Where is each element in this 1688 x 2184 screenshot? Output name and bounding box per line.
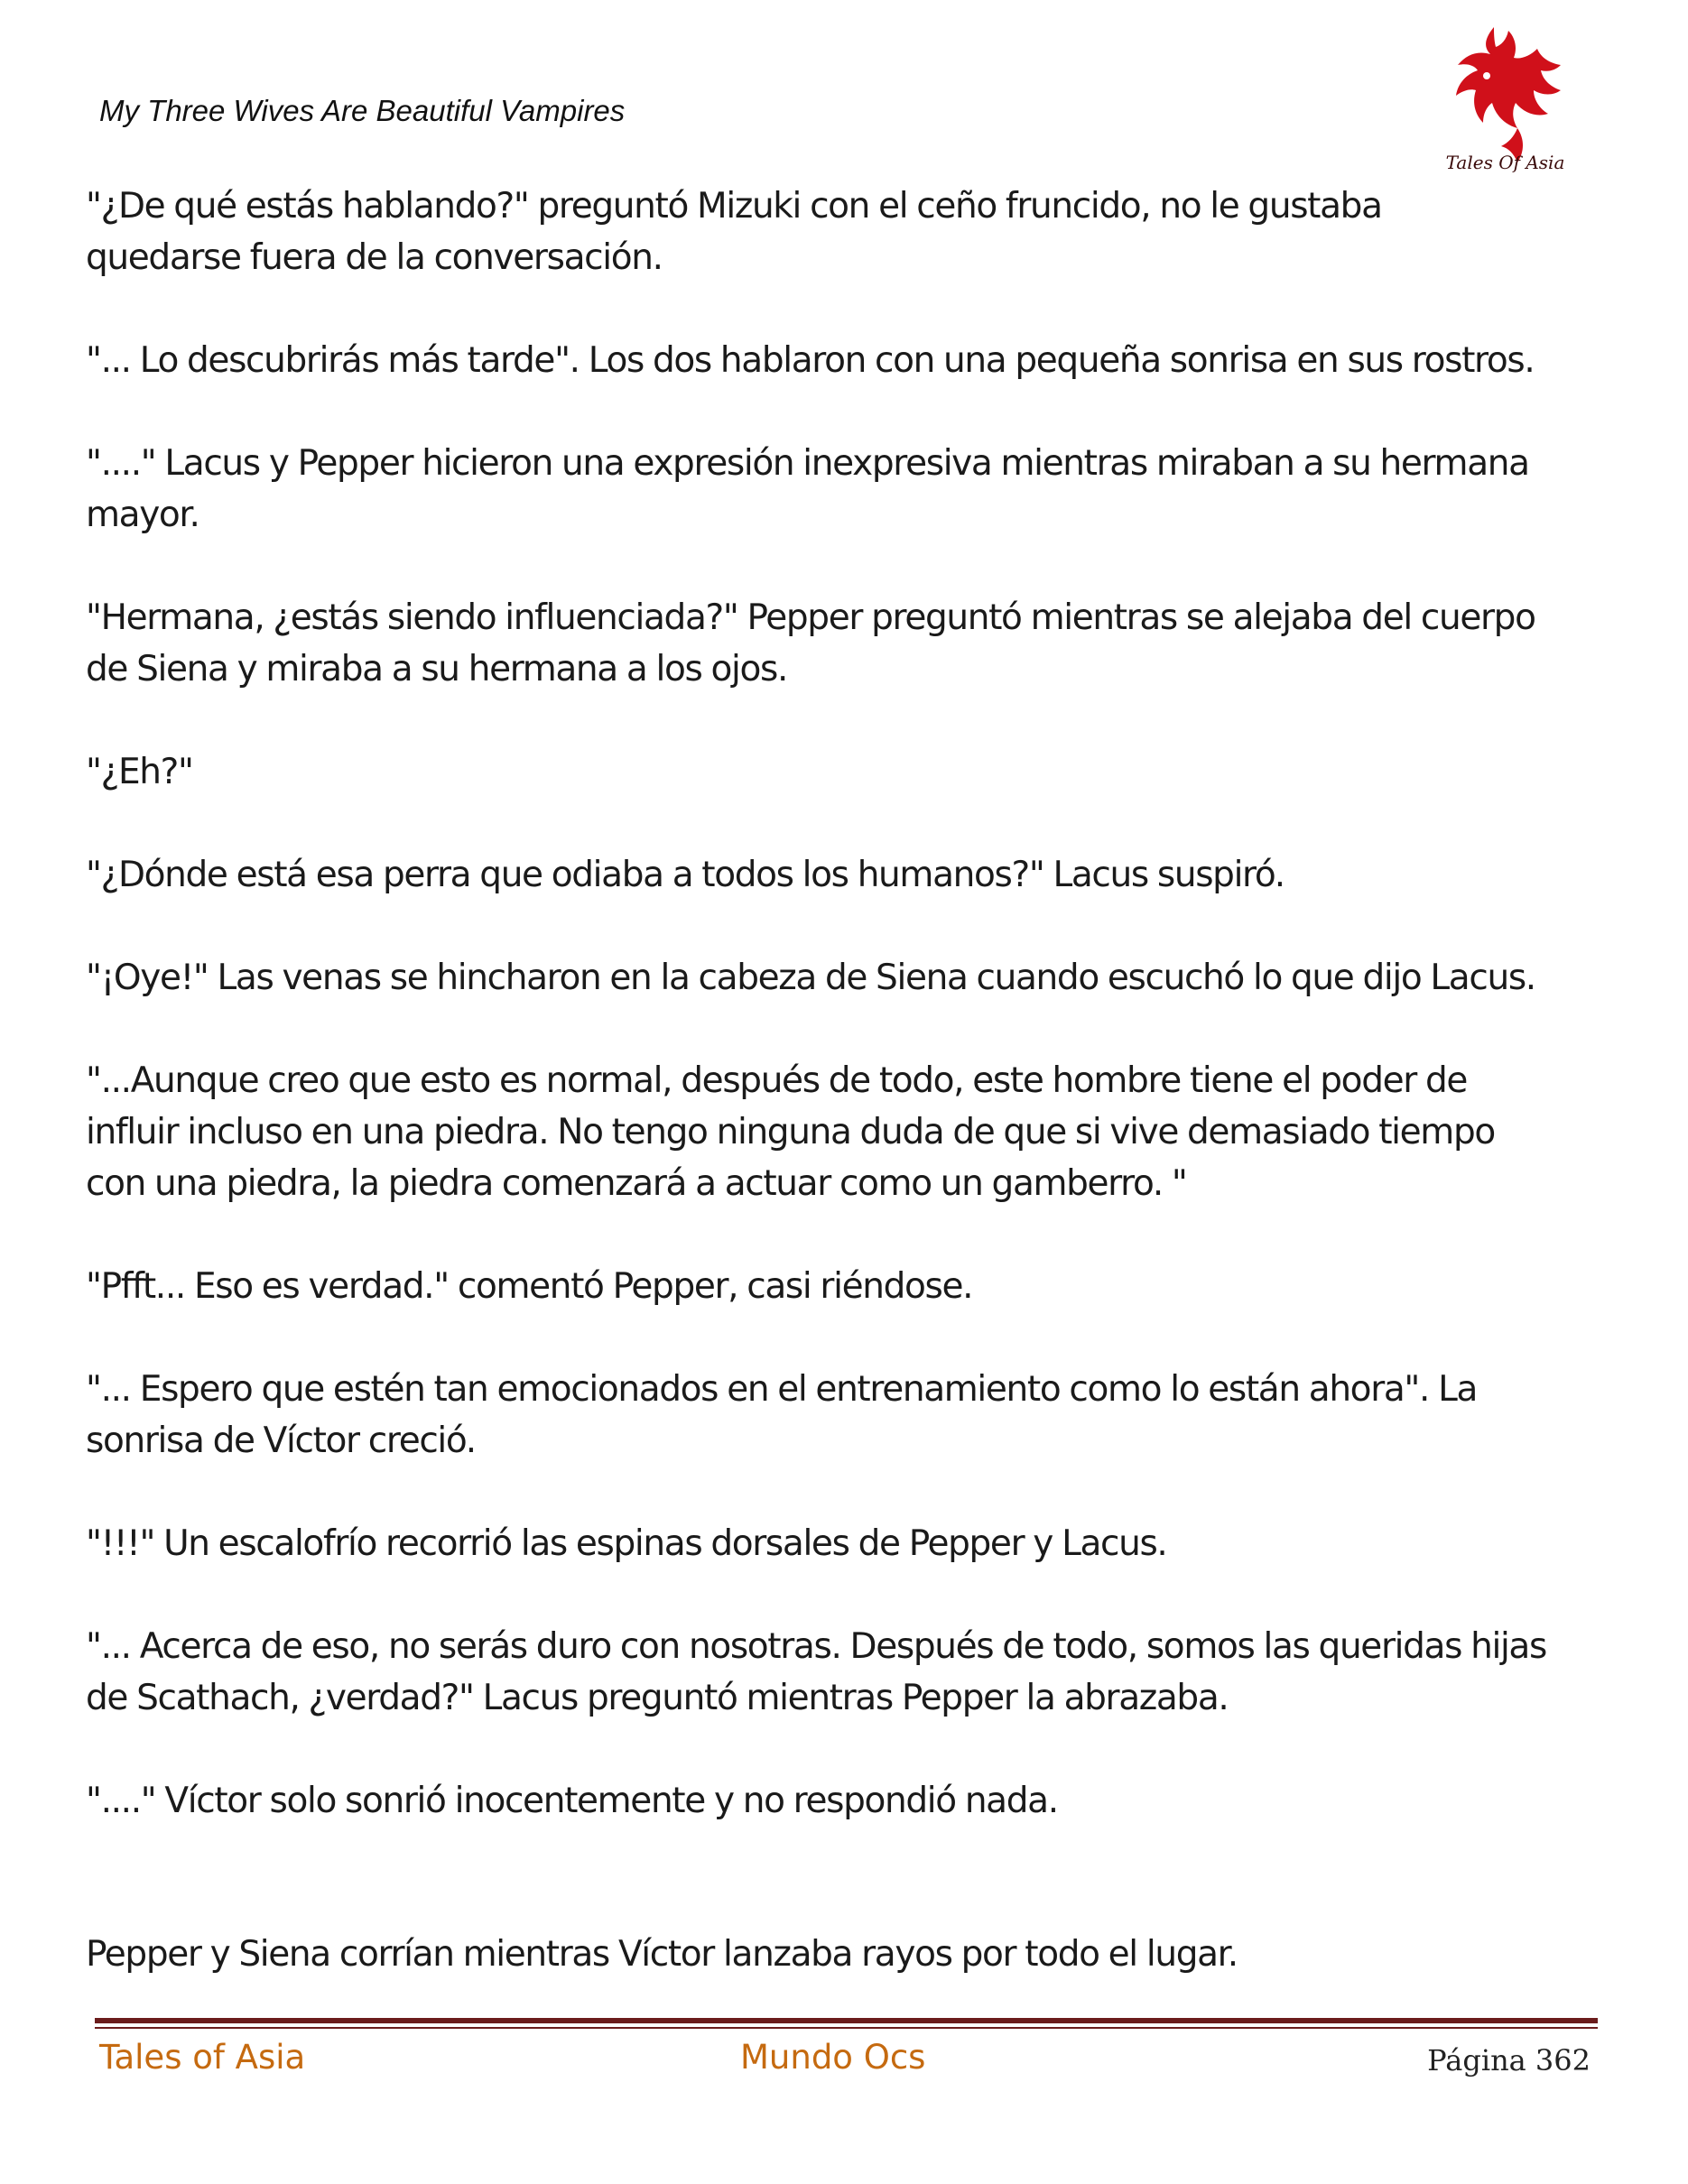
paragraph: "¿Dónde está esa perra que odiaba a todos los humanos?" Lacus suspiró. — [86, 855, 1285, 895]
footer-section-name: Mundo Ocs — [740, 2038, 926, 2077]
paragraph: "...." Víctor solo sonrió inocentemente y no respondió nada. — [86, 1781, 1058, 1821]
paragraph: "!!!" Un escalofrío recorrió las espinas dorsales de Pepper y Lacus. — [86, 1523, 1167, 1564]
page-number: Página 362 — [1427, 2043, 1591, 2078]
paragraph: "Pfft... Eso es verdad." comentó Pepper, casi riéndose. — [86, 1266, 973, 1307]
paragraph: "... Espero que estén tan emocionados en el entrenamiento como lo están ahora". La sonrisa de Víctor creció. — [86, 1369, 1478, 1461]
paragraph: "¿De qué estás hablando?" preguntó Mizuki con el ceño fruncido, no le gustaba quedarse fuera de la conversación. — [86, 186, 1382, 278]
page-body — [86, 180, 1620, 2031]
footer-divider-thin — [95, 2027, 1598, 2029]
running-header-title: My Three Wives Are Beautiful Vampires — [99, 94, 626, 127]
footer-divider-thick — [95, 2018, 1598, 2023]
paragraph: "¡Oye!" Las venas se hincharon en la cabeza de Siena cuando escuchó lo que dijo Lacus. — [86, 958, 1535, 998]
paragraph: "... Acerca de eso, no serás duro con nosotras. Después de todo, somos las queridas hijas de Scathach, ¿verdad?" Lacus preguntó mientras Pepper la abrazaba. — [86, 1626, 1546, 1718]
paragraph: "Hermana, ¿estás siendo influenciada?" Pepper preguntó mientras se alejaba del cuerpo de Siena y miraba a su hermana a los ojos. — [86, 597, 1535, 689]
paragraph: "...." Lacus y Pepper hicieron una expresión inexpresiva mientras miraban a su hermana mayor. — [86, 443, 1529, 535]
paragraph: "¿Eh?" — [86, 752, 193, 792]
paragraph: "... Lo descubrirás más tarde". Los dos hablaron con una pequeña sonrisa en sus rostros. — [86, 340, 1535, 381]
paragraph: "...Aunque creo que esto es normal, después de todo, este hombre tiene el poder de influir incluso en una piedra. No tengo ninguna duda de que si vive demasiado tiempo con una piedra, la piedra comenzará a actuar como un gamberro. " — [86, 1060, 1495, 1204]
footer-site-name: Tales of Asia — [99, 2038, 306, 2077]
logo-caption: Tales Of Asia — [1445, 152, 1565, 173]
paragraph: Pepper y Siena corrían mientras Víctor lanzaba rayos por todo el lugar. — [86, 1934, 1238, 1975]
